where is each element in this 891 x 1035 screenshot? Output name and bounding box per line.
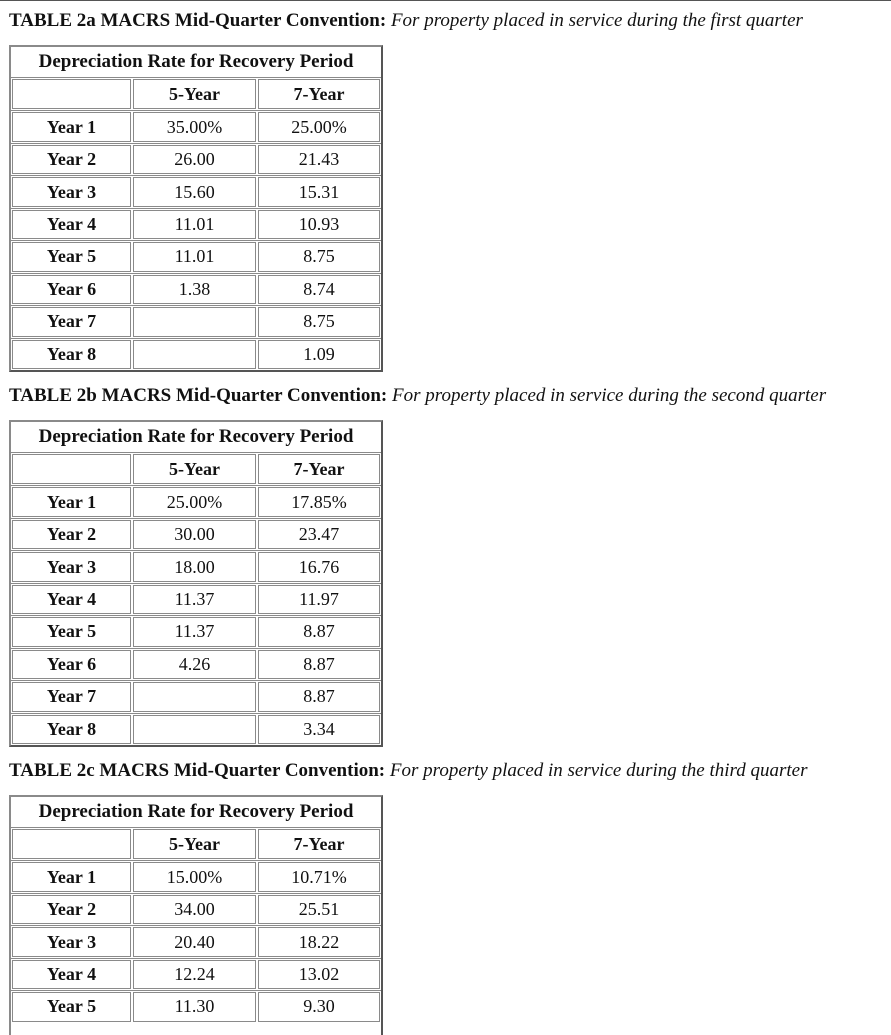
table-2c-subtitle: For property placed in service during the third quarter bbox=[389, 760, 808, 781]
rate-7-year: 25.51 bbox=[258, 895, 380, 924]
table-2b-caption bbox=[9, 385, 826, 407]
top-rule bbox=[0, 0, 891, 1]
table-row bbox=[11, 990, 381, 1022]
row-label: Year 2 bbox=[12, 895, 131, 924]
rate-5-year: 4.26 bbox=[133, 650, 256, 679]
table-row bbox=[11, 648, 381, 680]
rate-7-year: 8.75 bbox=[258, 307, 380, 336]
table-row bbox=[11, 273, 381, 305]
table-row bbox=[11, 485, 381, 517]
rate-7-year: 8.75 bbox=[258, 242, 380, 271]
column-header: 7-Year bbox=[258, 454, 380, 484]
table-2b-title: TABLE 2b MACRS Mid-Quarter Convention: bbox=[9, 385, 388, 406]
table-2b-body bbox=[11, 453, 381, 745]
table-2c-title: TABLE 2c MACRS Mid-Quarter Convention: bbox=[9, 760, 386, 781]
table-row bbox=[11, 175, 381, 207]
column-header: 5-Year bbox=[133, 79, 256, 109]
table-row bbox=[11, 240, 381, 272]
table-row bbox=[11, 680, 381, 712]
rate-7-year: 9.30 bbox=[258, 992, 380, 1021]
rate-5-year bbox=[133, 307, 256, 336]
row-label: Year 5 bbox=[12, 992, 131, 1021]
rate-5-year: 35.00% bbox=[133, 112, 256, 141]
rate-7-year: 17.85% bbox=[258, 487, 380, 516]
row-label: Year 7 bbox=[12, 307, 131, 336]
row-label: Year 4 bbox=[12, 210, 131, 239]
rate-7-year: 10.71% bbox=[258, 862, 380, 891]
rate-7-year: 15.31 bbox=[258, 177, 380, 206]
table-row bbox=[11, 583, 381, 615]
table-2a-caption bbox=[9, 10, 803, 32]
row-label: Year 4 bbox=[12, 960, 131, 989]
table-row bbox=[11, 615, 381, 647]
rate-5-year: 26.00 bbox=[133, 145, 256, 174]
row-label: Year 7 bbox=[12, 682, 131, 711]
row-label: Year 1 bbox=[12, 112, 131, 141]
row-label: Year 5 bbox=[12, 617, 131, 646]
rate-7-year: 1.09 bbox=[258, 340, 380, 369]
rate-5-year bbox=[133, 682, 256, 711]
rate-5-year: 12.24 bbox=[133, 960, 256, 989]
row-label: Year 3 bbox=[12, 927, 131, 956]
column-header-row bbox=[11, 78, 381, 110]
row-label: Year 1 bbox=[12, 487, 131, 516]
table-2b-subtitle: For property placed in service during the second quarter bbox=[392, 385, 827, 406]
rate-7-year: 16.76 bbox=[258, 552, 380, 581]
column-header: 7-Year bbox=[258, 79, 380, 109]
table-2a-header: Depreciation Rate for Recovery Period bbox=[11, 47, 381, 78]
table-row bbox=[11, 550, 381, 582]
rate-5-year: 1.38 bbox=[133, 275, 256, 304]
rate-5-year: 30.00 bbox=[133, 520, 256, 549]
rate-5-year: 15.60 bbox=[133, 177, 256, 206]
rate-5-year: 11.30 bbox=[133, 992, 256, 1021]
table-row bbox=[11, 208, 381, 240]
column-header-row bbox=[11, 828, 381, 860]
table-row bbox=[11, 518, 381, 550]
rate-5-year: 15.00% bbox=[133, 862, 256, 891]
row-label: Year 3 bbox=[12, 177, 131, 206]
rate-5-year: 20.40 bbox=[133, 927, 256, 956]
rate-7-year: 13.02 bbox=[258, 960, 380, 989]
rate-5-year: 25.00% bbox=[133, 487, 256, 516]
rate-5-year: 11.01 bbox=[133, 242, 256, 271]
table-row bbox=[11, 110, 381, 142]
table-2b bbox=[9, 420, 383, 747]
rate-7-year: 23.47 bbox=[258, 520, 380, 549]
rate-7-year: 21.43 bbox=[258, 145, 380, 174]
table-row bbox=[11, 338, 381, 370]
table-row bbox=[11, 893, 381, 925]
table-2c-body bbox=[11, 828, 381, 1023]
column-header-blank bbox=[12, 829, 131, 859]
row-label: Year 6 bbox=[12, 275, 131, 304]
table-2c-caption bbox=[9, 760, 807, 782]
rate-7-year: 8.87 bbox=[258, 682, 380, 711]
table-2a bbox=[9, 45, 383, 372]
table-row bbox=[11, 958, 381, 990]
column-header-blank bbox=[12, 454, 131, 484]
row-label: Year 3 bbox=[12, 552, 131, 581]
table-2c bbox=[9, 795, 383, 1035]
table-row bbox=[11, 713, 381, 745]
row-label: Year 4 bbox=[12, 585, 131, 614]
column-header-row bbox=[11, 453, 381, 485]
rate-5-year: 18.00 bbox=[133, 552, 256, 581]
table-2a-title: TABLE 2a MACRS Mid-Quarter Convention: bbox=[9, 10, 387, 31]
table-row bbox=[11, 860, 381, 892]
column-header: 5-Year bbox=[133, 454, 256, 484]
row-label: Year 5 bbox=[12, 242, 131, 271]
rate-5-year: 11.37 bbox=[133, 617, 256, 646]
rate-7-year: 8.87 bbox=[258, 617, 380, 646]
table-row bbox=[11, 305, 381, 337]
table-2a-body bbox=[11, 78, 381, 370]
table-row bbox=[11, 143, 381, 175]
rate-5-year bbox=[133, 715, 256, 744]
rate-7-year: 10.93 bbox=[258, 210, 380, 239]
row-label: Year 6 bbox=[12, 650, 131, 679]
row-label: Year 8 bbox=[12, 340, 131, 369]
row-label: Year 2 bbox=[12, 520, 131, 549]
rate-7-year: 8.74 bbox=[258, 275, 380, 304]
rate-7-year: 3.34 bbox=[258, 715, 380, 744]
row-label: Year 1 bbox=[12, 862, 131, 891]
rate-7-year: 18.22 bbox=[258, 927, 380, 956]
rate-5-year: 11.01 bbox=[133, 210, 256, 239]
row-label: Year 8 bbox=[12, 715, 131, 744]
rate-5-year: 11.37 bbox=[133, 585, 256, 614]
row-label: Year 2 bbox=[12, 145, 131, 174]
rate-7-year: 11.97 bbox=[258, 585, 380, 614]
column-header-blank bbox=[12, 79, 131, 109]
rate-5-year bbox=[133, 340, 256, 369]
rate-5-year: 34.00 bbox=[133, 895, 256, 924]
rate-7-year: 25.00% bbox=[258, 112, 380, 141]
table-2c-header: Depreciation Rate for Recovery Period bbox=[11, 797, 381, 828]
rate-7-year: 8.87 bbox=[258, 650, 380, 679]
table-2a-subtitle: For property placed in service during the first quarter bbox=[390, 10, 803, 31]
table-row bbox=[11, 925, 381, 957]
column-header: 7-Year bbox=[258, 829, 380, 859]
table-2b-header: Depreciation Rate for Recovery Period bbox=[11, 422, 381, 453]
column-header: 5-Year bbox=[133, 829, 256, 859]
